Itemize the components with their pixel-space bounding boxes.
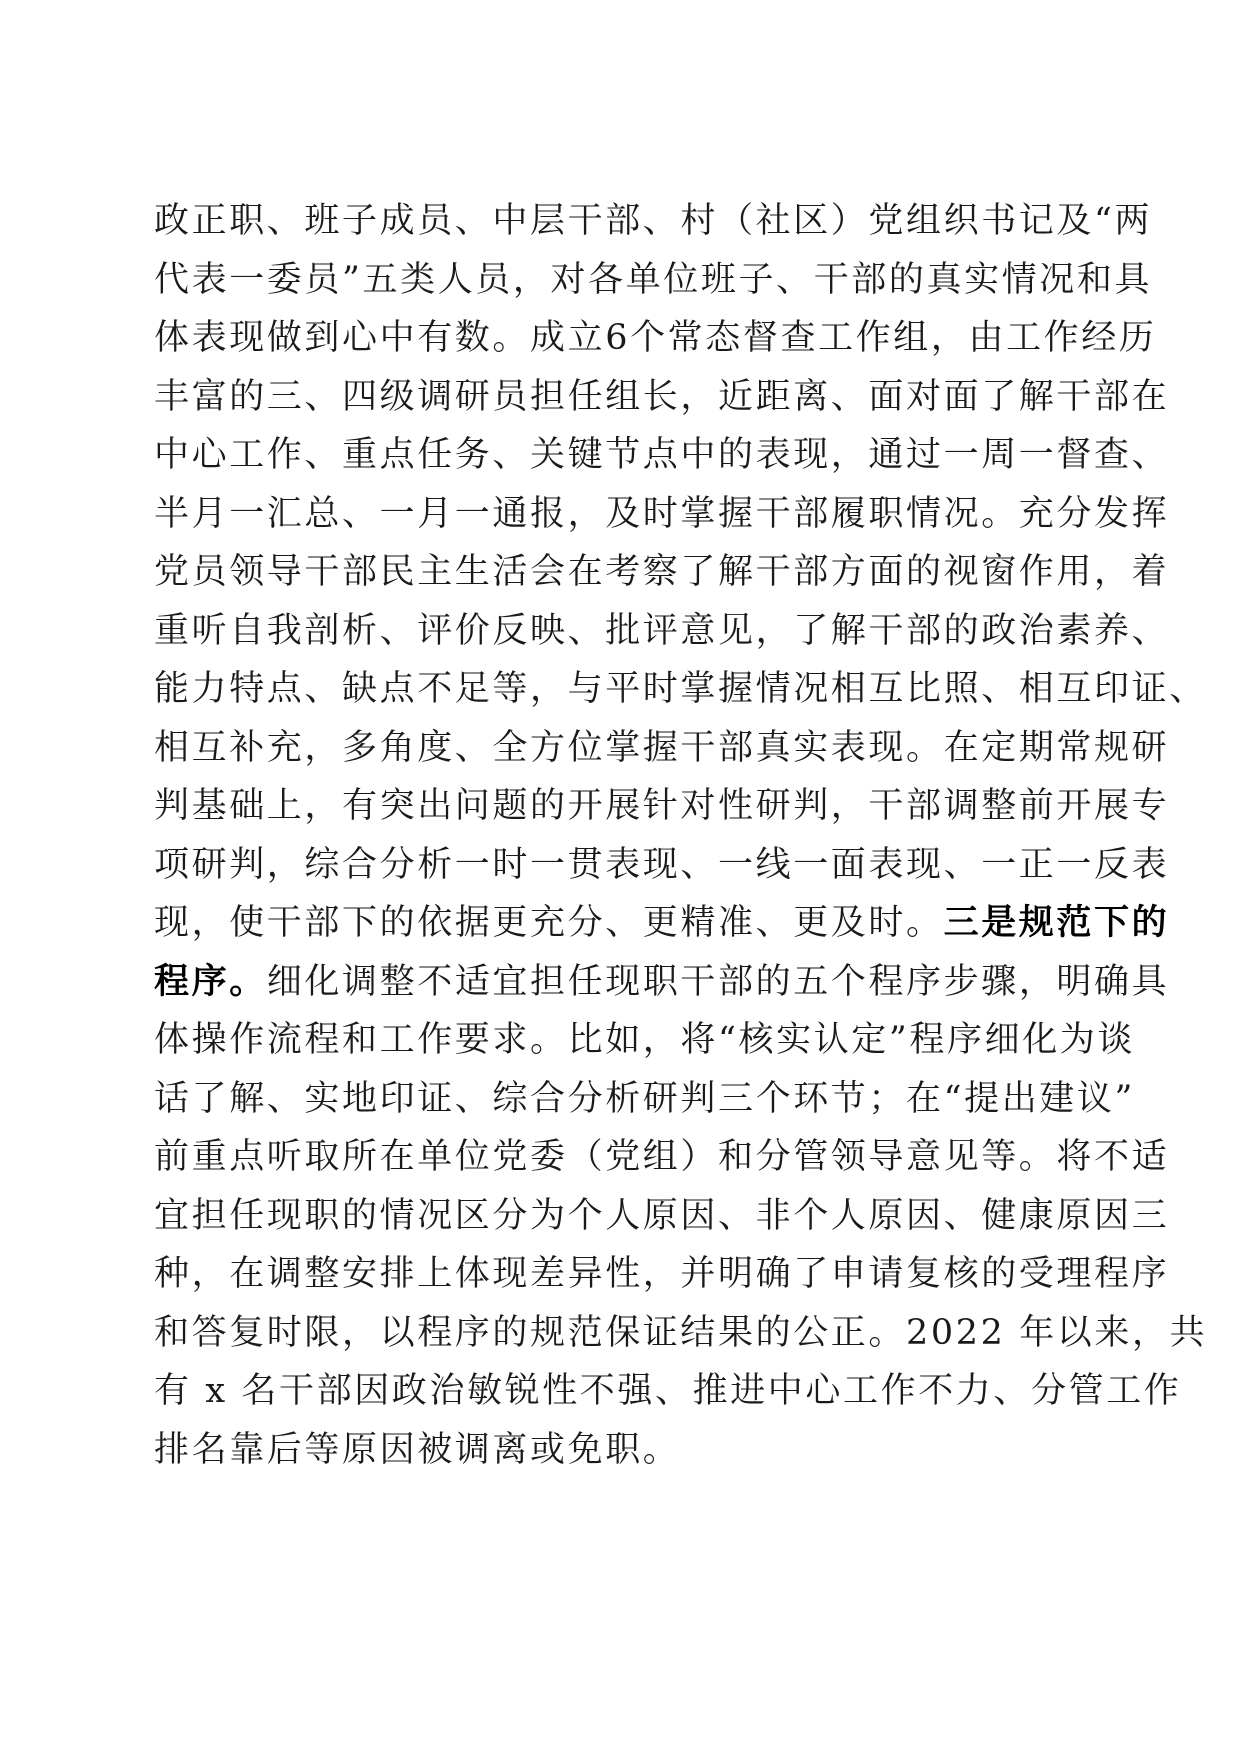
bold-heading-part-1: 三是规范下的 bbox=[943, 902, 1170, 943]
text-line: 宜担任现职的情况区分为个人原因、非个人原因、健康原因三 bbox=[154, 1195, 1170, 1236]
text-line: 前重点听取所在单位党委（党组）和分管领导意见等。将不适 bbox=[154, 1137, 1170, 1177]
body-paragraph bbox=[154, 192, 1208, 1479]
text-line: 相互补充，多角度、全方位掌握干部真实表现。在定期常规研 bbox=[154, 727, 1170, 768]
text-line: 种，在调整安排上体现差异性，并明确了申请复核的受理程序 bbox=[154, 1254, 1170, 1294]
text-line: 排名靠后等原因被调离或免职。 bbox=[154, 1429, 681, 1470]
text-line: 政正职、班子成员、中层干部、村（社区）党组织书记及“两 bbox=[154, 201, 1153, 241]
text-line: 重听自我剖析、评价反映、批评意见，了解干部的政治素养、 bbox=[154, 610, 1170, 651]
text-line: 党员领导干部民主生活会在考察了解干部方面的视窗作用，着 bbox=[154, 552, 1170, 592]
text-line: 程序。细化调整不适宜担任现职干部的五个程序步骤，明确具 bbox=[154, 960, 1170, 1002]
text-line: 有 x 名干部因政治敏锐性不强、推进中心工作不力、分管工作 bbox=[154, 1371, 1182, 1411]
text-line: 丰富的三、四级调研员担任组长，近距离、面对面了解干部在 bbox=[154, 376, 1170, 417]
text-line: 判基础上，有突出问题的开展针对性研判，干部调整前开展专 bbox=[154, 786, 1170, 826]
text-line: 和答复时限，以程序的规范保证结果的公正。2022 年以来，共 bbox=[154, 1312, 1208, 1353]
text-line: 能力特点、缺点不足等，与平时掌握情况相互比照、相互印证、 bbox=[154, 669, 1207, 709]
bold-heading-part-2: 程序。 bbox=[154, 960, 267, 1002]
text-line: 现，使干部下的依据更充分、更精准、更及时。三是规范下的 bbox=[154, 902, 1170, 943]
text-line: 中心工作、重点任务、关键节点中的表现，通过一周一督查、 bbox=[154, 435, 1170, 475]
text-line: 代表一委员”五类人员，对各单位班子、干部的真实情况和具 bbox=[154, 259, 1153, 300]
text-line: 体操作流程和工作要求。比如，将“核实认定”程序细化为谈 bbox=[154, 1020, 1135, 1060]
text-line: 项研判，综合分析一时一贯表现、一线一面表现、一正一反表 bbox=[154, 844, 1170, 885]
text-line: 半月一汇总、一月一通报，及时掌握干部履职情况。充分发挥 bbox=[154, 493, 1170, 534]
text-line: 话了解、实地印证、综合分析研判三个环节；在“提出建议” bbox=[154, 1078, 1135, 1119]
text-line: 体表现做到心中有数。成立6个常态督查工作组，由工作经历 bbox=[154, 318, 1157, 358]
